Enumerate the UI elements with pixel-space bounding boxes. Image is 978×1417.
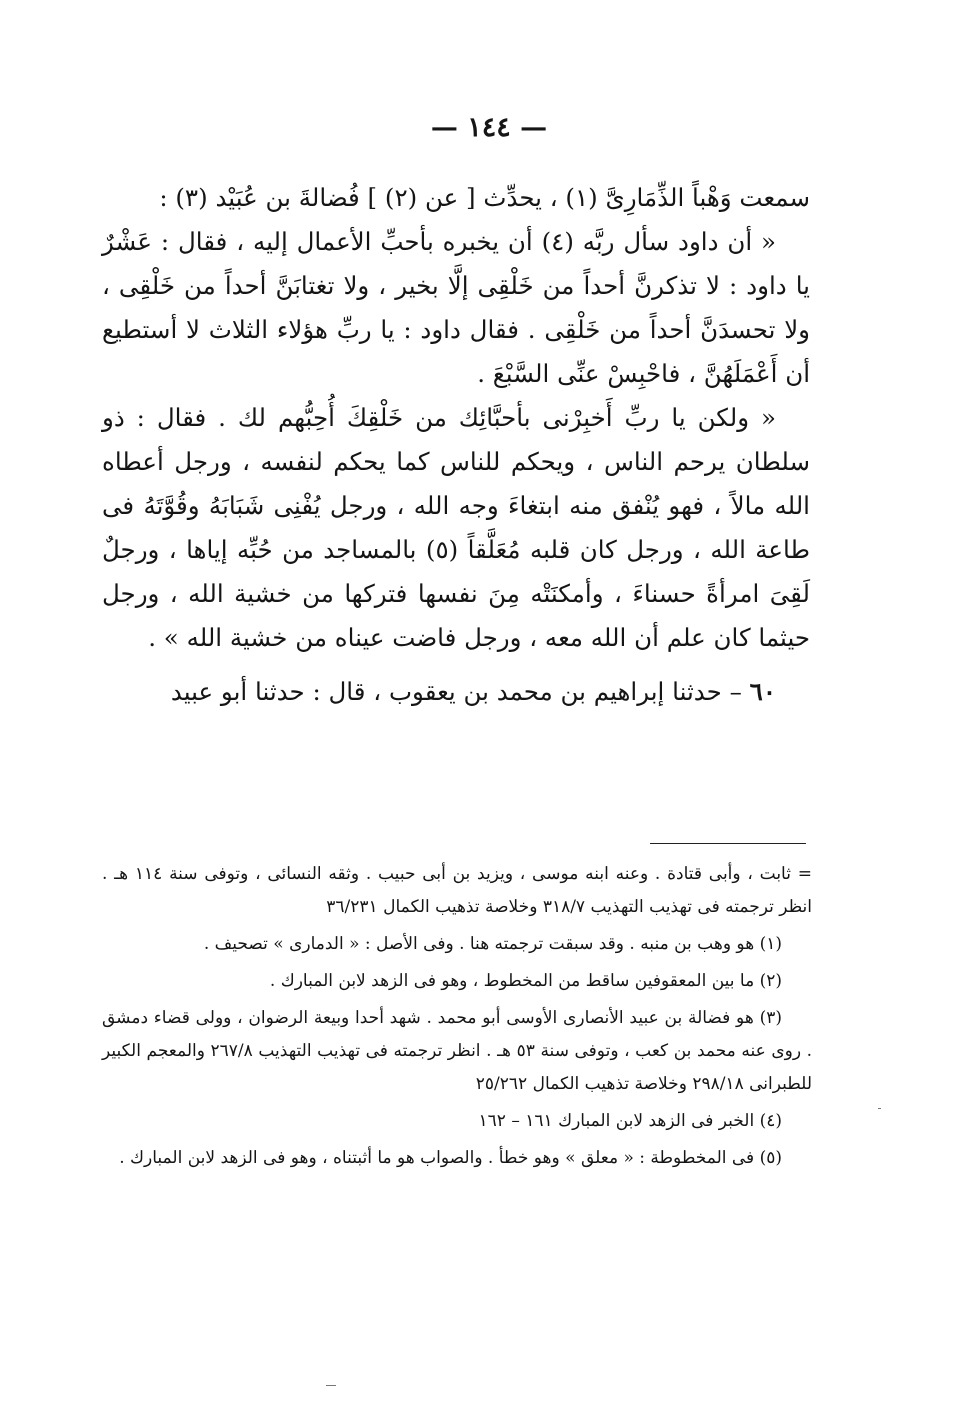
footnote-divider: [650, 843, 806, 844]
text-paragraph-2: « أن داود سأل ربَّه (٤) أن يخبره بأحبِّ الأعمال إليه ، فقال : عَشْرٌ يا داود : لا تذكرنَّ أحداً من خَلْقِى إلَّا بخير ، ولا تغتابَنَّ أحداً من خَلْقِى ، ولا تحسدَنَّ أحداً من خَلْقِى . فقال داود : يا ربِّ هؤلاء الثلاث لا أستطيع أن أَعْمَلَهُنَّ ، فاحْبِسْ عنِّى السَّبْعَ .: [102, 227, 810, 388]
main-text: [102, 176, 810, 714]
hadith-dash: –: [729, 677, 742, 706]
scan-speck: [326, 1385, 336, 1386]
footnote-continuation: = ثابت ، وأبى قتادة . وعنه ابنه موسى ، ويزيد بن أبى حبيب . وثقه النسائى ، وتوفى سنة ١١٤ هـ . انظر ترجمته فى تهذيب التهذيب ٣١٨/٧ وخلاصة تذهيب الكمال ٣٦/٢٣١: [102, 864, 812, 917]
footnote-5: (٥) فى المخطوطة : « معلق » وهو خطأ . والصواب هو ما أثبتناه ، وهو فى الزهد لابن المبارك .: [119, 1148, 782, 1168]
footnote-2: (٢) ما بين المعقوفين ساقط من المخطوط ، وهو فى الزهد لابن المبارك .: [269, 971, 782, 991]
footnote-1: (١) هو وهب بن منبه . وقد سبقت ترجمته هنا . وفى الأصل : « الدمارى » تصحيف .: [203, 934, 782, 954]
footnote-3: (٣) هو فضالة بن عبيد الأنصارى الأوسى أبو محمد . شهد أحدا وبيعة الرضوان ، وولى قضاء دمشق . روى عنه محمد بن كعب ، وتوفى سنة ٥٣ هـ . انظر ترجمته فى تهذيب التهذيب ٢٦٧/٨ والمعجم الكبير للطبرانى ٢٩٨/١٨ وخلاصة تذهيب الكمال ٢٥/٢٦٢: [102, 1008, 813, 1094]
hadith-heading: [102, 670, 810, 714]
text-paragraph-3: « ولكن يا ربِّ أَخبِرْنى بأحبَّائِك من خَلْقِكَ أُحِبُّهم لك . فقال : ذو سلطان يرحم الناس ، ويحكم للناس كما يحكم لنفسه ، ورجل أعطاه الله مالاً ، فهو يُنْفق منه ابتغاءَ وجه الله ، ورجل يُفْنِى شَبَابَهُ وقُوَّتَهُ فى طاعة الله ، ورجل كان قلبه مُعَلَّقاً (٥) بالمساجد من حُبِّه إياها ، ورجلٌ لَقِىَ امرأةً حسناءَ ، وأمكنَتْه مِنَ نفسها فتركها من خشية الله ، ورجل حيثما كان علم أن الله معه ، ورجل فاضت عيناه من خشية الله » .: [102, 403, 811, 652]
text-paragraph-1: سمعت وَهْباً الذِّمَارِىَّ (١) ، يحدِّث [ عن (٢) ] فُضالةَ بن عُبَيْد (٣) :: [159, 183, 810, 212]
page-number: — ١٤٤ —: [430, 112, 548, 143]
footnote-4: (٤) الخبر فى الزهد لابن المبارك ١٦١ – ١٦٢: [478, 1111, 782, 1131]
footnotes: [102, 858, 812, 1175]
hadith-number: ٦٠: [749, 677, 776, 706]
scan-speck: [878, 1108, 881, 1109]
hadith-text: حدثنا إبراهيم بن محمد بن يعقوب ، قال : حدثنا أبو عبيد: [170, 677, 722, 706]
